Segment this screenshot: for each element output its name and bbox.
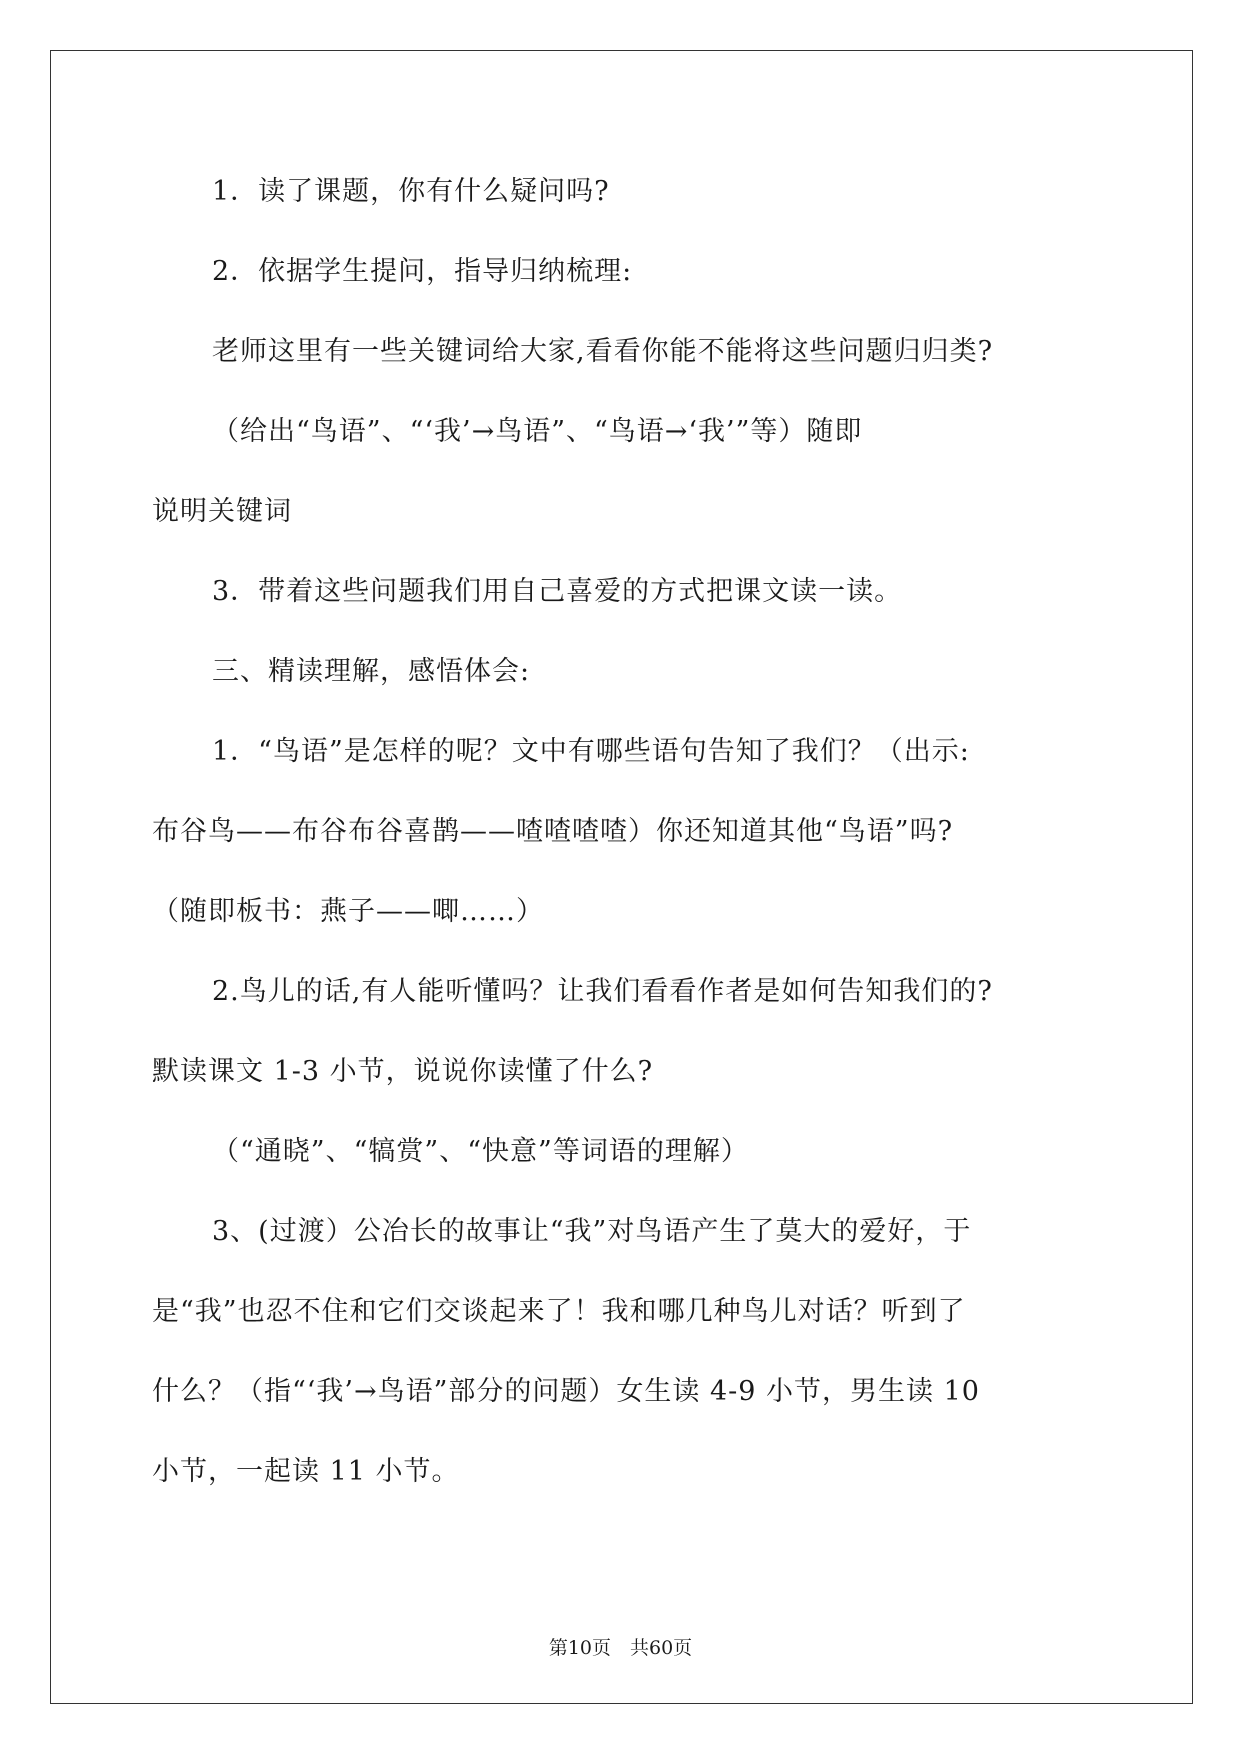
paragraph-line: 默读课文 1-3 小节，说说你读懂了什么? [152,1056,654,1087]
page-number-footer: 第10页 共60页 [548,1637,693,1659]
paragraph-line: 什么？（指“‘我’→鸟语”部分的问题）女生读 4-9 小节，男生读 10 [152,1376,980,1407]
paragraph-line: （随即板书：燕子——唧……） [152,896,544,927]
paragraph-line: 3．带着这些问题我们用自己喜爱的方式把课文读一读。 [212,576,903,607]
paragraph-line: 1．读了课题，你有什么疑问吗? [212,176,610,207]
paragraph-line: 布谷鸟——布谷布谷喜鹊——喳喳喳喳）你还知道其他“鸟语”吗? [152,816,954,847]
paragraph-line: 1．“鸟语”是怎样的呢？文中有哪些语句告知了我们？（出示: [212,736,970,767]
paragraph-line: 2．依据学生提问，指导归纳梳理: [212,256,633,287]
paragraph-line: 说明关键词 [152,496,292,527]
section-heading: 三、精读理解，感悟体会: [212,656,531,687]
paragraph-line: 小节，一起读 11 小节。 [152,1456,460,1487]
paragraph-line: 是“我”也忍不住和它们交谈起来了！我和哪几种鸟儿对话？听到了 [152,1296,966,1327]
paragraph-line: （给出“鸟语”、“‘我’→鸟语”、“鸟语→‘我’”等）随即 [212,416,863,447]
paragraph-line: （“通晓”、“犒赏”、“快意”等词语的理解） [212,1136,749,1167]
paragraph-line: 2.鸟儿的话,有人能听懂吗？让我们看看作者是如何告知我们的? [212,976,993,1007]
paragraph-line: 3、(过渡）公冶长的故事让“我”对鸟语产生了莫大的爱好，于 [212,1216,972,1247]
paragraph-line: 老师这里有一些关键词给大家,看看你能不能将这些问题归归类? [212,336,994,367]
